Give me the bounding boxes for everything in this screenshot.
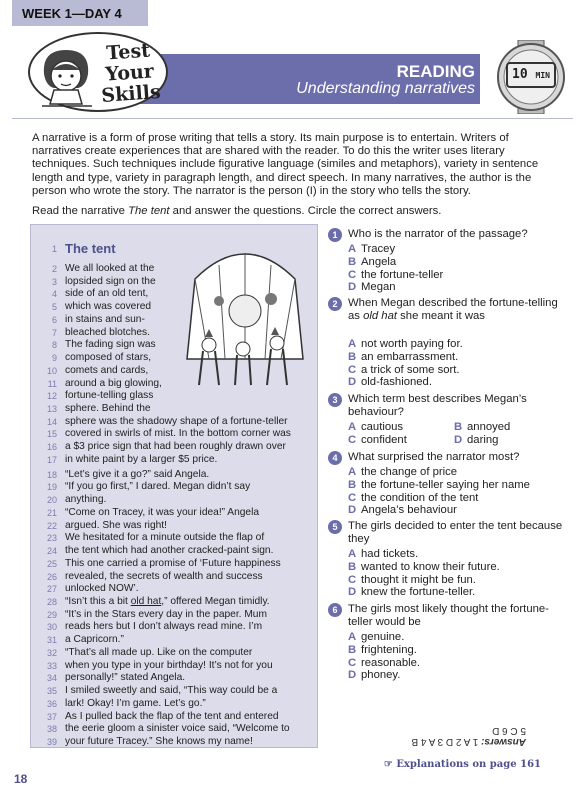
answers-line: 5 C 6 D [492,725,526,736]
line-number: 10 [46,365,57,376]
option-text: reasonable. [361,656,421,669]
option-text: not worth paying for. [361,338,463,350]
option-letter: D [348,586,357,599]
line-text: reads hers but I don’t always read mine. I’m [65,621,263,633]
week-day-tab: WEEK 1—DAY 4 [12,0,148,26]
answer-option-c[interactable] [348,434,407,447]
line-number: 37 [46,711,57,722]
page-number: 18 [14,772,28,786]
line-number: 22 [46,520,57,531]
line-number: 24 [46,546,57,557]
line-number: 11 [47,378,57,389]
passage-title: The tent [65,241,116,256]
answer-option-c[interactable] [348,364,460,377]
italic-title: The tent [128,205,170,217]
option-letter: C [348,491,357,504]
line-text: “It’s in the Stars every day in the paper. Mum [65,608,267,620]
option-letter: C [348,573,357,586]
reading-girl-icon [38,44,96,110]
line-text: bleached blotches. [65,326,150,338]
answer-option-c[interactable] [348,657,420,670]
line-number: 1 [51,244,57,254]
line-number: 4 [51,289,57,300]
explanations-text: Explanations on page 161 [396,759,541,770]
line-text: a $3 price sign that had been roughly drawn over [65,441,286,453]
line-number: 17 [46,454,57,465]
question-number-badge: 4 [328,451,342,465]
option-letter: B [348,255,357,268]
answer-option-b[interactable] [348,644,417,657]
option-letter: D [348,669,357,682]
line-number: 12 [46,391,57,402]
line-text: in white paint by a larger $5 price. [65,453,218,465]
line-text: This one carried a promise of ‘Future happiness [65,557,281,569]
question-text: Who is the narrator of the passage? [348,228,528,240]
answer-option-c[interactable] [348,269,443,282]
option-letter: A [348,243,357,255]
option-text: daring [467,434,499,446]
line-number: 13 [46,404,57,415]
answer-option-d[interactable] [348,669,400,682]
line-number: 7 [51,327,57,338]
option-letter: C [348,268,357,281]
line-text: your future Tracey.” She knows my name! [65,736,253,747]
line-number: 26 [46,571,57,582]
answer-option-d[interactable] [348,504,457,517]
line-text: which was covered [65,301,152,313]
logo-line: Test [105,39,151,65]
line-text: a Capricorn.” [65,634,124,646]
line-number: 15 [46,429,57,440]
answers-label: Answers: [480,736,526,747]
line-number: 29 [46,609,57,620]
line-text: the tent which had another cracked-paint sign. [65,545,274,557]
line-number: 18 [46,469,57,480]
logo-line: Your [104,60,155,86]
line-number: 20 [46,495,57,506]
option-text: phoney. [361,669,401,682]
option-letter: A [348,466,357,478]
line-number: 23 [46,533,57,544]
line-number: 6 [51,314,57,325]
italic-phrase: old hat [363,310,397,322]
option-text: a trick of some sort. [361,363,460,376]
question-number-badge: 1 [328,228,342,242]
option-text: Angela [361,255,397,268]
line-number: 16 [46,442,57,453]
option-text: Megan [361,281,396,294]
answers-line: 1 A 2 D 3 A 4 B [411,736,479,747]
option-text: an embarrassment. [361,350,459,363]
line-text: “Come on Tracey, it was your idea!” Angela [65,506,260,518]
timer-display [506,62,556,88]
line-text: As I pulled back the flap of the tent and entered [65,710,279,722]
line-number: 8 [51,340,57,351]
option-text: had tickets. [361,548,419,560]
line-number: 21 [46,507,57,518]
question-text: The girls most likely thought the fortune-teller would be [348,603,549,628]
line-number: 39 [46,737,57,747]
line-text: sphere. Behind the [65,403,151,415]
line-text: lark! Okay! I’m game. Let’s go.” [65,697,206,709]
line-number: 27 [46,584,57,595]
line-text: anything. [65,494,107,506]
line-number: 5 [51,302,57,313]
answer-option-c[interactable] [348,492,478,505]
answer-option-d[interactable] [454,434,498,447]
line-number: 2 [51,264,57,274]
line-number: 38 [46,724,57,735]
line-number: 33 [46,660,57,671]
line-text: I smiled sweetly and said, “This way could be a [65,685,278,697]
option-text: thought it might be fun. [361,573,476,586]
option-letter: D [348,281,357,294]
pointing-hand-icon: ☞ [383,759,397,770]
line-text: The fading sign was [65,339,156,351]
line-text: comets and cards, [65,364,149,376]
answer-option-b[interactable] [348,479,530,492]
option-text: old-fashioned. [361,376,432,389]
answer-option-d[interactable] [348,376,432,389]
line-text: covered in swirls of mist. In the bottom corner was [65,428,291,440]
line-text: “If you go first,” I dared. Megan didn’t say [65,481,251,493]
option-letter: D [348,376,357,389]
line-text: “Isn’t this a bit old hat,” offered Megan timidly. [65,595,270,607]
option-text: genuine. [361,631,405,643]
option-letter: B [348,560,357,573]
line-text: “Let’s give it a go?” said Angela. [65,468,210,480]
section-title: READING [396,62,475,81]
line-number: 3 [51,276,57,287]
option-letter: A [348,421,357,433]
option-text: frightening. [361,643,417,656]
line-number: 9 [51,353,57,364]
line-text: composed of stars, [65,352,152,364]
option-letter: B [348,643,357,656]
option-text: cautious [361,421,404,433]
line-text: when you type in your birthday! It’s not for you [65,659,273,671]
logo-text [98,40,162,107]
question-text: What surprised the narrator most? [348,451,520,463]
answer-option-c[interactable] [348,574,476,587]
answer-option-d[interactable] [348,281,396,294]
answer-option-a[interactable] [348,466,457,479]
question-text: Which term best describes Megan’s behaviour? [348,393,527,418]
answers-upside-down [356,725,526,747]
answer-option-a[interactable] [348,421,403,434]
question-number-badge: 2 [328,297,342,311]
option-text: wanted to know their future. [361,560,500,573]
option-text: the condition of the tent [361,491,479,504]
answer-option-a[interactable] [348,338,463,351]
intro-paragraph: A narrative is a form of prose writing that tells a story. Its main purpose is to entertain. Writers of narratives create experiences that are shared with the reader. To do this the writer uses literary techniques. Such techniques include figurative language (similes and metaphors), variety in sentence length and type, variety in paragraph length, and direct speech. In many narratives, the author is the person who wrote the story. The narrator is the person (I) in the story who tells the story. [32,132,539,197]
question-number-badge: 5 [328,520,342,534]
line-text: side of an old tent, [65,288,149,300]
option-text: the fortune-teller saying her name [361,478,530,491]
option-letter: A [348,548,357,560]
line-text: in stains and sun- [65,313,145,325]
line-number: 36 [46,698,57,709]
section-subtitle: Understanding narratives [296,80,475,97]
answer-option-d[interactable] [348,586,475,599]
question-text: When Megan described the fortune-telling as old hat she meant it was [348,297,558,322]
option-text: knew the fortune-teller. [361,586,476,599]
line-text: sphere was the shadowy shape of a fortune-teller [65,415,288,427]
line-number: 30 [46,622,57,633]
timer-value: 10 [512,67,528,82]
line-number: 14 [46,416,57,427]
header-divider [12,118,573,119]
answer-option-a[interactable] [348,243,395,256]
line-number: 35 [46,686,57,697]
line-text: fortune-telling glass [65,390,154,402]
option-letter: C [348,434,357,446]
timer-unit: MIN [535,71,550,80]
line-number: 32 [46,647,57,658]
line-text: argued. She was right! [65,519,167,531]
instruction-text: Read the narrative The tent and answer the questions. Circle the correct answers. [32,205,442,217]
option-text: confident [361,434,407,446]
test-your-skills-logo [20,32,166,118]
option-letter: B [348,478,357,491]
answer-option-b[interactable] [348,256,396,269]
option-letter: B [348,350,357,363]
option-letter: C [348,363,357,376]
option-text: Angela’s behaviour [361,504,457,517]
timer-watch-icon [482,40,580,114]
logo-line: Skills [100,80,162,107]
line-text: We hesitated for a minute outside the flap of [65,532,265,544]
explanations-link[interactable] [384,759,541,770]
line-number: 25 [46,558,57,569]
line-text: “That’s all made up. Like on the computer [65,646,253,658]
line-text: personally!” stated Angela. [65,672,186,684]
line-text: revealed, the secrets of wealth and success [65,570,263,582]
underlined-phrase: old hat [130,595,162,607]
option-letter: B [454,421,463,433]
question-text: The girls decided to enter the tent because they [348,520,563,545]
option-letter: D [454,434,463,446]
question-number-badge: 3 [328,393,342,407]
answer-option-a[interactable] [348,548,418,561]
line-number: 31 [46,635,57,646]
line-number: 28 [46,596,57,607]
tent-illustration [179,239,311,389]
option-text: Tracey [361,243,396,255]
option-text: annoyed [467,421,511,433]
answer-option-b[interactable] [348,561,500,574]
option-text: the change of price [361,466,458,478]
passage-panel [30,224,318,748]
line-number: 34 [46,673,57,684]
option-text: the fortune-teller [361,268,444,281]
line-number: 19 [46,482,57,493]
option-letter: D [348,504,357,517]
option-letter: A [348,338,357,350]
question-number-badge: 6 [328,603,342,617]
line-text: around a big glowing, [65,377,162,389]
line-text: unlocked NOW’. [65,583,139,595]
line-text: lopsided sign on the [65,275,156,287]
line-text: the eerie gloom a sinister voice said, “Welcome to [65,723,290,735]
answer-option-b[interactable] [454,421,510,434]
option-letter: C [348,656,357,669]
option-letter: A [348,631,357,643]
answer-option-a[interactable] [348,631,404,644]
line-text: We all looked at the [65,263,155,274]
answer-option-b[interactable] [348,351,458,364]
